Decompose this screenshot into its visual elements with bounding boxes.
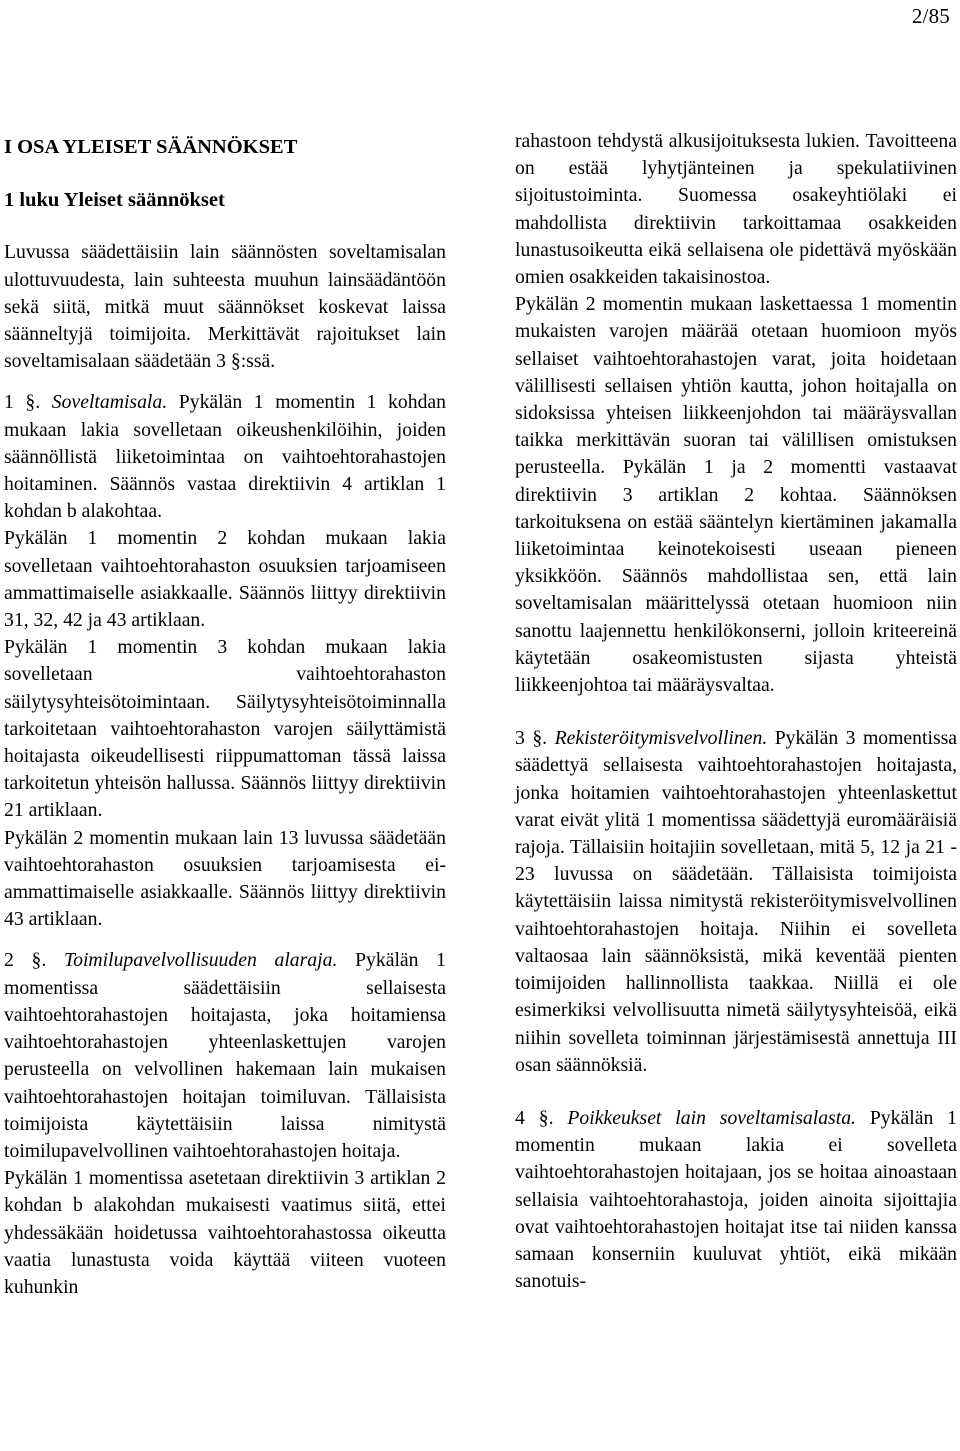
section-1-title: Soveltamisala.: [51, 391, 168, 414]
section-1-paragraph-1: [4, 389, 446, 525]
section-2-paragraph-2: Pykälän 1 momentissa asetetaan direktiivin 3 artiklan 2 kohdan b alakohdan mukaisesti vaatimus siitä, ettei yhdessäkään hoidetussa vaihtoehtorahastossa oikeutta vaatia lunastusta voida käyttää viiteen vuoteen kuhunkin: [4, 1167, 446, 1298]
section-3-text-1: Pykälän 3 momentissa säädettyä sellaisesta vaihtoehtorahastojen hoitajasta, jonka hoitamien vaihtoehtorahastojen yhteenlaskettut varat eivät ylitä 1 momentissa säädettyjä euromääräisiä rajoja. Tällaisiin hoitajiin sovelletaan, mitä 5, 12 ja 21 - 23 luvussa on säädetään. Tällaisista toimijoista käytettäisiin laissa nimitystä rekisteröitymisvelvollinen vaihtoehtorahastojen hoitaja. Niihin ei sovelleta valtaosaa lain säännöksistä, mikä keventää pienten toimijoiden hallinnollista taakkaa. Niillä ei ole esimerkiksi velvollisuutta nimetä säilytysyhteisöä, eikä niihin sovelleta toiminnan järjestämisestä annettuja III osan säännöksiä.: [515, 727, 958, 1076]
section-1-text-1: Pykälän 1 momentin 1 kohdan mukaan lakia sovelletaan oikeushenkilöihin, joiden säännöllistä liiketoimintaa on vaihtoehtorahastojen hoitaminen. Säännös vastaa direktiivin 4 artiklan 1 kohdan b alakohtaa.: [4, 391, 447, 523]
section-3-number: 3 §.: [515, 727, 548, 750]
section-4-number: 4 §.: [515, 1106, 554, 1129]
continued-paragraph-1: rahastoon tehdystä alkusijoituksesta lukien. Tavoitteena on estää lyhytjänteinen ja spekulatiivinen sijoitustoiminta. Suomessa osakeyhtiölaki ei mahdollista direktiivin tarkoittamaa osakkeiden lunastusoikeutta eikä sellaisena ole pidettävä myöskään omien osakkeiden takaisinostoa.: [515, 130, 957, 289]
section-4-paragraph-1: [515, 1105, 957, 1295]
section-1-paragraph-3: Pykälän 1 momentin 3 kohdan mukaan lakia sovelletaan vaihtoehtorahaston säilytysyhteisötoimintaan. Säilytysyhteisötoiminnalla tarkoitetaan vaihtoehtorahaston varojen säilyttämistä hoitajasta oikeudellisesti riippumattoman tässä laissa tarkoitetun yhteisön hallussa. Säännös liittyy direktiivin 21 artiklaan.: [4, 636, 446, 822]
section-4-title: Poikkeukset lain soveltamisalasta.: [567, 1106, 856, 1129]
section-3-paragraph-1: [515, 725, 957, 1079]
section-1-number: 1 §.: [4, 391, 41, 414]
section-3-title: Rekisteröitymisvelvollinen.: [554, 727, 768, 750]
chapter-heading: 1 luku Yleiset säännökset: [4, 189, 225, 212]
page-number: 2/85: [911, 4, 950, 28]
section-4-text-1: Pykälän 1 momentin mukaan lakia ei sovelleta vaihtoehtorahastojen hoitajaan, jos se hoitaa ainoastaan sellaisia vaihtoehtorahastoja, joiden ainoita sijoittajia ovat vaihtoehtorahastojen hoitajat itse tai niiden kanssa samaan konserniin kuuluvat yhtiöt, eikä mikään sanotuis-: [515, 1106, 958, 1293]
chapter-intro-paragraph: Luvussa säädettäisiin lain säännösten soveltamisalan ulottuvuudesta, lain suhteesta muuhun lainsäädäntöön sekä siitä, mitkä muut säännökset koskevat laissa säänneltyjä toimijoita. Merkittävät rajoitukset lain soveltamisalaan säädetään 3 §:ssä.: [4, 241, 446, 373]
section-2-text-1: Pykälän 1 momentissa säädettäisiin sellaisesta vaihtoehtorahastojen hoitajasta, joka hoitamiensa vaihtoehtorahastojen yhteenlaskettujen varojen perusteella on velvollinen hakemaan lain mukaisen vaihtoehtorahastojen hoitajan toimiluvan. Tällaisista toimijoista käytettäisiin laissa nimitystä toimilupavelvollinen vaihtoehtorahastojen hoitaja.: [4, 949, 447, 1162]
section-2-title: Toimilupavelvollisuuden alaraja.: [63, 949, 338, 972]
left-column: [4, 128, 446, 1301]
continued-paragraph-2: Pykälän 2 momentin mukaan laskettaessa 1 momentin mukaisten varojen määrää otetaan huomioon myös sellaiset vaihtoehtorahastojen varat, joita hoidetaan välillisesti sellaisen yhtiön kautta, johon hoitajalla on sidoksissa yhteisen liikkeenjohdon tai määräysvallan taikka merkittävän suoran tai välillisen omistuksen perusteella. Pykälän 1 ja 2 momentti vastaavat direktiivin 3 artiklan 2 kohtaa. Säännöksen tarkoituksena on estää sääntelyn kiertäminen jakamalla liiketoimintaa keinotekoisesti useaan pieneen yksikköön. Säännös mahdollistaa sen, että lain soveltamisalan määrittelyssä otetaan huomioon niin sanottu laajennettu henkilökonserni, jolloin kriteereinä käytetään osakeomistusten sijasta yhteistä liikkeenjohtoa tai määräysvaltaa.: [515, 293, 957, 697]
right-column: [515, 128, 957, 1295]
section-2-number: 2 §.: [4, 949, 47, 972]
section-1-paragraph-4: Pykälän 2 momentin mukaan lain 13 luvussa säädetään vaihtoehtorahaston osuuksien tarjoamisesta ei-ammattimaiselle asiakkaalle. Säännös liittyy direktiivin 43 artiklaan.: [4, 826, 446, 931]
section-1-paragraph-2: Pykälän 1 momentin 2 kohdan mukaan lakia sovelletaan vaihtoehtorahaston osuuksien tarjoamiseen ammattimaiselle asiakkaalle. Säännös liittyy direktiivin 31, 32, 42 ja 43 artiklaan.: [4, 527, 446, 632]
section-2-paragraph-1: [4, 947, 446, 1165]
part-heading: I OSA YLEISET SÄÄNNÖKSET: [4, 136, 298, 158]
